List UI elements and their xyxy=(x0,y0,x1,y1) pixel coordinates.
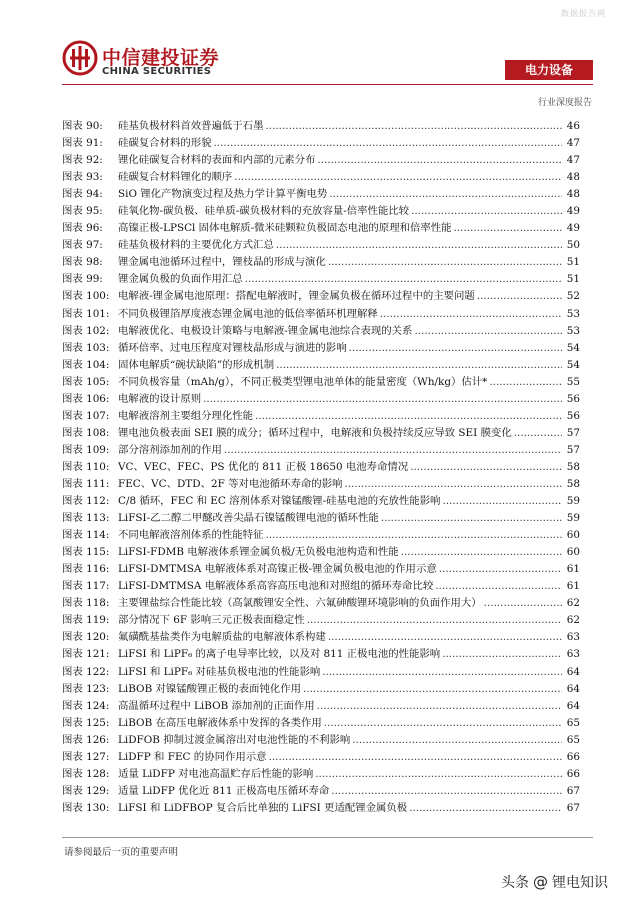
toc-entry[interactable] xyxy=(62,237,580,254)
watermark: 数据报告网 xyxy=(561,9,606,18)
toc-entry-title: 固体电解质“碗状缺陷”的形成机制 xyxy=(118,358,275,371)
toc-entry-page: 66 xyxy=(566,767,580,780)
toc-entry-number: 图表 122: xyxy=(62,665,110,678)
toc-entry-title: 电解液的设计原则 xyxy=(118,392,202,405)
toc-entry-number: 图表 115: xyxy=(62,546,110,559)
logo-english-name: CHINA SECURITIES xyxy=(102,66,212,77)
toc-entry-title: 锂金属电池循环过程中，锂枝晶的形成与演化 xyxy=(118,256,326,269)
toc-entry-page: 47 xyxy=(566,154,580,167)
toc-entry-body xyxy=(118,664,562,681)
toc-entry-body xyxy=(118,340,562,357)
toc-entry-title: SiO 锂化产物演变过程及热力学计算平衡电势 xyxy=(118,188,328,201)
toc-entry-title: 不同负极锂箔厚度液态锂金属电池的低倍率循环机理解释 xyxy=(118,307,378,320)
toc-entry-number: 图表 128: xyxy=(62,767,110,780)
toc-entry-body xyxy=(118,800,562,817)
toc-entry-number: 图表 104: xyxy=(62,358,110,371)
toc-entry-body xyxy=(118,766,562,783)
toc-entry-page: 51 xyxy=(566,273,580,286)
toc-leader-dots xyxy=(414,323,562,340)
toc-entry-number: 图表 130: xyxy=(62,801,110,814)
toc-entry-title: 电解液优化、电极设计策略与电解液-锂金属电池综合表现的关系 xyxy=(118,324,413,337)
toc-entry-number: 图表 113: xyxy=(62,512,110,525)
toc-entry[interactable] xyxy=(62,766,580,783)
toc-entry[interactable] xyxy=(62,749,580,766)
toc-leader-dots xyxy=(269,749,562,766)
toc-entry-body xyxy=(118,527,562,544)
toc-entry-page: 50 xyxy=(566,239,580,252)
source-watermark xyxy=(501,872,608,892)
toc-entry-page: 64 xyxy=(566,699,580,712)
toc-entry-number: 图表 119: xyxy=(62,614,110,627)
toc-entry[interactable] xyxy=(62,271,580,288)
toc-entry[interactable] xyxy=(62,698,580,715)
toc-entry[interactable] xyxy=(62,510,580,527)
toc-entry-body xyxy=(118,203,562,220)
company-logo xyxy=(62,40,220,82)
toc-entry-title: LiDFP 和 FEC 的协同作用示意 xyxy=(118,750,267,763)
toc-entry-page: 59 xyxy=(566,495,580,508)
toc-leader-dots xyxy=(409,800,562,817)
toc-entry-page: 57 xyxy=(566,443,580,456)
toc-entry-page: 58 xyxy=(566,477,580,490)
toc-entry-title: 部分溶剂添加剂的作用 xyxy=(118,443,222,456)
toc-leader-dots xyxy=(328,254,562,271)
toc-entry[interactable] xyxy=(62,561,580,578)
toc-entry-number: 图表 106: xyxy=(62,392,110,405)
toc-entry-body xyxy=(118,493,562,510)
toc-entry-page: 62 xyxy=(566,614,580,627)
toc-entry-page: 53 xyxy=(566,324,580,337)
toc-entry-page: 63 xyxy=(566,648,580,661)
toc-entry-title: 不同电解液溶剂体系的性能特征 xyxy=(118,529,264,542)
toc-entry-title: 硅碳复合材料的形貌 xyxy=(118,137,212,150)
toc-entry-body xyxy=(118,288,562,305)
toc-entry[interactable] xyxy=(62,425,580,442)
toc-entry-body xyxy=(118,374,562,391)
toc-entry[interactable] xyxy=(62,493,580,510)
toc-entry-page: 67 xyxy=(566,801,580,814)
toc-entry-title: 不同负极容量（mAh/g），不同正极类型锂电池单体的能量密度（Wh/kg）估计* xyxy=(118,375,488,388)
toc-entry-body xyxy=(118,783,562,800)
figure-list xyxy=(62,118,580,817)
toc-leader-dots xyxy=(514,425,562,442)
toc-entry-title: 适量 LiDFP 对电池高温贮存后性能的影响 xyxy=(118,767,314,780)
toc-entry-number: 图表 109: xyxy=(62,443,110,456)
toc-entry[interactable] xyxy=(62,732,580,749)
toc-leader-dots xyxy=(328,629,562,646)
toc-entry-number: 图表 118: xyxy=(62,597,110,610)
toc-leader-dots xyxy=(435,578,562,595)
toc-entry[interactable] xyxy=(62,681,580,698)
toc-entry-page: 51 xyxy=(566,256,580,269)
toc-entry-body xyxy=(118,152,562,169)
toc-entry-page: 61 xyxy=(566,563,580,576)
toc-entry-body xyxy=(118,323,562,340)
toc-entry-number: 图表 103: xyxy=(62,341,110,354)
toc-entry-body xyxy=(118,135,562,152)
toc-entry-title: 部分情况下 6F 影响三元正极表面稳定性 xyxy=(118,614,305,627)
toc-entry-number: 图表 114: xyxy=(62,529,110,542)
toc-leader-dots xyxy=(484,595,562,612)
toc-entry-page: 64 xyxy=(566,682,580,695)
toc-entry-title: 适量 LiDFP 优化近 811 正极高电压循环寿命 xyxy=(118,784,330,797)
toc-entry[interactable] xyxy=(62,169,580,186)
toc-entry[interactable] xyxy=(62,357,580,374)
toc-entry[interactable] xyxy=(62,254,580,271)
toc-leader-dots xyxy=(401,544,562,561)
toc-leader-dots xyxy=(234,169,562,186)
toc-entry-title: LiFSI 和 LiPF₆ 的离子电导率比较，以及对 811 正极电池的性能影响 xyxy=(118,648,441,661)
toc-leader-dots xyxy=(344,476,562,493)
toc-leader-dots xyxy=(315,766,562,783)
toc-entry-title: 锂化硅碳复合材料的表面和内部的元素分布 xyxy=(118,154,316,167)
toc-entry[interactable] xyxy=(62,135,580,152)
toc-entry-body xyxy=(118,510,562,527)
toc-leader-dots xyxy=(331,783,562,800)
toc-entry-number: 图表 125: xyxy=(62,716,110,729)
logo-chinese-name: 中信建投证券 xyxy=(102,47,220,69)
toc-entry-title: 硅基负极材料首效普遍低于石墨 xyxy=(118,120,264,132)
toc-entry-number: 图表 111: xyxy=(62,477,110,490)
toc-entry-number: 图表 98: xyxy=(62,256,103,269)
toc-entry-number: 图表 121: xyxy=(62,648,110,661)
toc-leader-dots xyxy=(317,152,562,169)
toc-entry-body xyxy=(118,544,562,561)
toc-entry[interactable] xyxy=(62,374,580,391)
toc-entry-body xyxy=(118,629,562,646)
toc-entry-page: 54 xyxy=(566,358,580,371)
header-divider xyxy=(62,84,593,85)
toc-entry-number: 图表 108: xyxy=(62,426,110,439)
toc-entry[interactable] xyxy=(62,340,580,357)
toc-entry-page: 56 xyxy=(566,409,580,422)
toc-entry-body xyxy=(118,595,562,612)
toc-entry-title: LiBOB 对镍锰酸锂正极的表面钝化作用 xyxy=(118,682,301,695)
toc-entry-title: 高温循环过程中 LiBOB 添加剂的正面作用 xyxy=(118,699,315,712)
toc-entry-number: 图表 127: xyxy=(62,750,110,763)
toc-leader-dots xyxy=(454,220,562,237)
toc-entry-page: 61 xyxy=(566,580,580,593)
toc-entry-number: 图表 95: xyxy=(62,205,103,218)
toc-entry-page: 49 xyxy=(566,222,580,235)
toc-entry-title: LiFSI 和 LiDFBOP 复合后比单独的 LiFSI 更适配锂金属负极 xyxy=(118,801,408,814)
toc-entry-number: 图表 116: xyxy=(62,563,110,576)
toc-entry[interactable] xyxy=(62,544,580,561)
toc-entry-page: 62 xyxy=(566,597,580,610)
toc-entry[interactable] xyxy=(62,646,580,663)
toc-entry-title: 主要锂盐综合性能比较（高氯酸锂安全性、六氟砷酸锂环境影响的负面作用大） xyxy=(118,597,482,610)
toc-leader-dots xyxy=(411,203,562,220)
at-icon: @ xyxy=(533,873,548,891)
toc-leader-dots xyxy=(324,715,562,732)
toc-entry-number: 图表 91: xyxy=(62,137,103,150)
toc-entry-body xyxy=(118,612,562,629)
toc-entry-page: 54 xyxy=(566,341,580,354)
toc-leader-dots xyxy=(439,561,562,578)
toc-entry-number: 图表 110: xyxy=(62,460,110,473)
toc-entry-title: 高镍正极-LPSCl 固体电解质-微米硅颗粒负极固态电池的原理和倍率性能 xyxy=(118,222,452,235)
toc-leader-dots xyxy=(329,186,562,203)
toc-entry-title: 电解液溶剂主要组分理化性能 xyxy=(118,409,254,422)
toc-entry-page: 53 xyxy=(566,307,580,320)
toc-entry-body xyxy=(118,254,562,271)
toc-entry-title: 硅碳复合材料锂化的顺序 xyxy=(118,171,233,184)
toc-entry-body xyxy=(118,442,562,459)
toc-leader-dots xyxy=(214,135,562,152)
toc-entry-number: 图表 117: xyxy=(62,580,110,593)
toc-entry-body xyxy=(118,169,562,186)
toc-entry[interactable] xyxy=(62,800,580,817)
toc-entry-page: 63 xyxy=(566,631,580,644)
toc-entry-title: 电解液-锂金属电池原理：搭配电解液时，锂金属负极在循环过程中的主要问题 xyxy=(118,290,475,303)
toc-entry-body xyxy=(118,306,562,323)
toc-entry-number: 图表 94: xyxy=(62,188,103,201)
toc-leader-dots xyxy=(489,374,562,391)
toc-entry-title: C/8 循环，FEC 和 EC 溶剂体系对镍锰酸锂-硅基电池的充放性能影响 xyxy=(118,495,441,508)
toc-entry-title: 硅基负极材料的主要优化方式汇总 xyxy=(118,239,274,252)
toc-leader-dots xyxy=(322,664,562,681)
toc-entry-number: 图表 90: xyxy=(62,120,103,132)
toc-entry-body xyxy=(118,357,562,374)
toc-entry[interactable] xyxy=(62,476,580,493)
toc-entry-body xyxy=(118,118,562,135)
report-type-label: 行业深度报告 xyxy=(537,98,592,108)
toc-entry[interactable] xyxy=(62,527,580,544)
toc-entry[interactable] xyxy=(62,323,580,340)
toc-entry-number: 图表 102: xyxy=(62,324,110,337)
toc-leader-dots xyxy=(276,357,562,374)
toc-entry-title: FEC、VC、DTD、2F 等对电池循环寿命的影响 xyxy=(118,477,343,490)
toc-entry-page: 64 xyxy=(566,665,580,678)
toc-leader-dots xyxy=(477,288,562,305)
toc-entry-page: 56 xyxy=(566,392,580,405)
toc-entry-body xyxy=(118,698,562,715)
toc-entry-page: 52 xyxy=(566,290,580,303)
toc-entry-body xyxy=(118,732,562,749)
logo-emblem-icon xyxy=(62,40,98,76)
toc-entry[interactable] xyxy=(62,459,580,476)
toc-entry-title: LiFSI 和 LiPF₆ 对硅基负极电池的性能影响 xyxy=(118,665,321,678)
toc-entry-number: 图表 124: xyxy=(62,699,110,712)
toc-entry[interactable] xyxy=(62,595,580,612)
toc-entry-title: LiFSI-乙二醇二甲醚改善尖晶石镍锰酸锂电池的循环性能 xyxy=(118,512,379,525)
toc-entry[interactable] xyxy=(62,288,580,305)
toc-leader-dots xyxy=(352,732,562,749)
toc-entry-page: 48 xyxy=(566,188,580,201)
toc-entry-page: 67 xyxy=(566,784,580,797)
toc-leader-dots xyxy=(224,442,562,459)
toc-leader-dots xyxy=(265,118,562,135)
toc-entry-body xyxy=(118,476,562,493)
toc-entry-page: 55 xyxy=(566,375,580,388)
toc-entry[interactable] xyxy=(62,203,580,220)
toc-entry-body xyxy=(118,715,562,732)
toc-entry-title: 锂金属负极的负面作用汇总 xyxy=(118,273,243,286)
toc-entry-body xyxy=(118,459,562,476)
toc-entry-number: 图表 123: xyxy=(62,682,110,695)
disclaimer-text: 请参阅最后一页的重要声明 xyxy=(64,847,179,858)
toc-leader-dots xyxy=(380,306,562,323)
toc-entry-body xyxy=(118,425,562,442)
toc-entry-title: 氟磺酰基盐类作为电解质盐的电解液体系构建 xyxy=(118,631,326,644)
toc-entry[interactable] xyxy=(62,578,580,595)
toc-entry[interactable] xyxy=(62,664,580,681)
source-prefix: 头条 xyxy=(501,875,529,891)
toc-leader-dots xyxy=(317,698,562,715)
toc-entry-page: 65 xyxy=(566,716,580,729)
toc-entry-number: 图表 96: xyxy=(62,222,103,235)
toc-entry[interactable] xyxy=(62,629,580,646)
toc-leader-dots xyxy=(410,459,562,476)
toc-entry-number: 图表 112: xyxy=(62,495,110,508)
toc-entry[interactable] xyxy=(62,442,580,459)
toc-entry-number: 图表 92: xyxy=(62,154,103,167)
toc-leader-dots xyxy=(307,612,562,629)
toc-entry[interactable] xyxy=(62,186,580,203)
toc-entry-title: 硅氧化物-碳负极、硅单质-碳负极材料的充放容量-倍率性能比较 xyxy=(118,205,410,218)
sector-badge: 电力设备 xyxy=(505,60,593,80)
toc-entry-number: 图表 120: xyxy=(62,631,110,644)
toc-entry[interactable] xyxy=(62,612,580,629)
toc-entry-body xyxy=(118,408,562,425)
toc-entry-title: LiFSI-DMTMSA 电解液体系高容高压电池和对照组的循环寿命比较 xyxy=(118,580,434,593)
toc-entry-page: 49 xyxy=(566,205,580,218)
toc-entry-page: 59 xyxy=(566,512,580,525)
toc-entry-page: 60 xyxy=(566,546,580,559)
toc-entry-title: LiFSI-DMTMSA 电解液体系对高镍正极-锂金属负极电池的作用示意 xyxy=(118,563,437,576)
toc-entry-body xyxy=(118,391,562,408)
toc-entry-page: 47 xyxy=(566,137,580,150)
toc-entry[interactable] xyxy=(62,391,580,408)
toc-entry-page: 57 xyxy=(566,426,580,439)
toc-entry-title: VC、VEC、FEC、PS 优化的 811 正极 18650 电池寿命情况 xyxy=(118,460,409,473)
toc-leader-dots xyxy=(381,510,562,527)
toc-entry-number: 图表 93: xyxy=(62,171,103,184)
toc-entry-body xyxy=(118,271,562,288)
toc-entry-page: 60 xyxy=(566,529,580,542)
toc-entry-page: 48 xyxy=(566,171,580,184)
toc-leader-dots xyxy=(203,391,562,408)
toc-leader-dots xyxy=(255,408,562,425)
toc-entry-page: 65 xyxy=(566,733,580,746)
toc-entry-title: LiBOB 在高压电解液体系中发挥的各类作用 xyxy=(118,716,322,729)
toc-entry-number: 图表 100: xyxy=(62,290,110,303)
toc-entry-page: 46 xyxy=(566,120,580,132)
toc-leader-dots xyxy=(303,681,562,698)
source-name: 锂电知识 xyxy=(552,875,608,891)
toc-entry-page: 66 xyxy=(566,750,580,763)
toc-entry[interactable] xyxy=(62,152,580,169)
toc-entry[interactable] xyxy=(62,783,580,800)
toc-leader-dots xyxy=(265,527,562,544)
toc-entry-body xyxy=(118,646,562,663)
toc-entry-number: 图表 101: xyxy=(62,307,110,320)
toc-entry-page: 58 xyxy=(566,460,580,473)
toc-entry-title: LiFSI-FDMB 电解液体系锂金属负极/无负极电池构造和性能 xyxy=(118,546,399,559)
toc-entry-number: 图表 129: xyxy=(62,784,110,797)
toc-entry[interactable] xyxy=(62,220,580,237)
toc-entry-body xyxy=(118,237,562,254)
toc-entry-body xyxy=(118,578,562,595)
toc-entry[interactable] xyxy=(62,306,580,323)
toc-entry[interactable] xyxy=(62,715,580,732)
toc-entry-body xyxy=(118,220,562,237)
toc-entry-number: 图表 97: xyxy=(62,239,103,252)
toc-entry[interactable] xyxy=(62,118,580,135)
toc-entry-body xyxy=(118,681,562,698)
toc-entry-title: 锂电池负极表面 SEI 膜的成分；循环过程中，电解液和负极持续反应导致 SEI 膜变化 xyxy=(118,426,512,439)
toc-leader-dots xyxy=(349,340,562,357)
toc-entry-number: 图表 99: xyxy=(62,273,103,286)
toc-entry-number: 图表 105: xyxy=(62,375,110,388)
toc-leader-dots xyxy=(245,271,562,288)
toc-entry[interactable] xyxy=(62,408,580,425)
toc-entry-number: 图表 107: xyxy=(62,409,110,422)
toc-entry-title: LiDFOB 抑制过渡金属溶出对电池性能的不利影响 xyxy=(118,733,351,746)
toc-leader-dots xyxy=(442,646,562,663)
toc-entry-body xyxy=(118,749,562,766)
toc-leader-dots xyxy=(276,237,562,254)
toc-entry-body xyxy=(118,561,562,578)
toc-entry-body xyxy=(118,186,562,203)
toc-entry-title: 循环倍率、过电压程度对锂枝晶形成与演进的影响 xyxy=(118,341,347,354)
toc-entry-number: 图表 126: xyxy=(62,733,110,746)
footer-divider xyxy=(62,837,593,838)
toc-leader-dots xyxy=(442,493,562,510)
